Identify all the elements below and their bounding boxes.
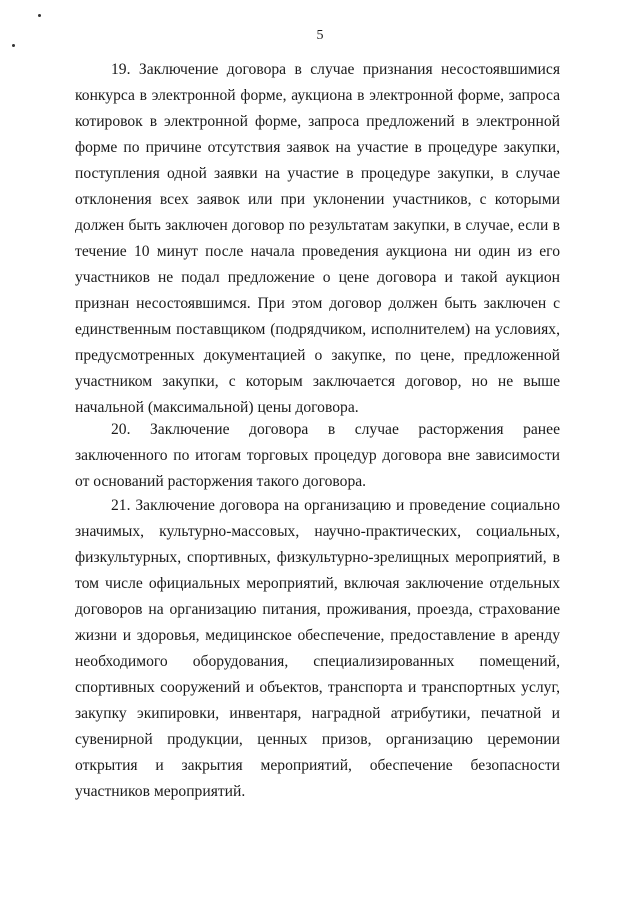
scan-speck: [12, 44, 15, 47]
clause-21: 21. Заключение договора на организацию и проведение социально значимых, культурно-массовых, научно-практических, социальных, физкультурных, спортивных, физкультурно-зрелищных мероприятий, в том числе официальных мероприятий, включая заключение отдельных договоров на организацию питания, проживания, проезда, страхование жизни и здоровья, медицинское обеспечение, предоставление в аренду необходимого оборудования, специализированных помещений, спортивных сооружений и объектов, транспорта и транспортных услуг, закупку экипировки, инвентаря, наградной атрибутики, печатной и сувенирной продукции, ценных призов, организацию церемонии открытия и закрытия мероприятий, обеспечение безопасности участников мероприятий.: [75, 497, 560, 800]
scan-speck: [38, 14, 41, 17]
clause-19: 19. Заключение договора в случае признания несостоявшимися конкурса в электронной форме, аукциона в электронной форме, запроса котировок в электронной форме, запроса предложений в электронной форме по причине отсутствия заявок на участие в процедуре закупки, поступления одной заявки на участие в процедуре закупки, в случае отклонения всех заявок или при уклонении участников, с которыми должен быть заключен договор по результатам закупки, в случае, если в течение 10 минут после начала проведения аукциона ни один из его участников не подал предложение о цене договора и такой аукцион признан несостоявшимся. При этом договор должен быть заключен с единственным поставщиком (подрядчиком, исполнителем) на условиях, предусмотренных документацией о закупке, по цене, предложенной участником закупки, с которым заключается договор, но не выше начальной (максимальной) цены договора.: [75, 61, 560, 416]
page-number: 5: [316, 28, 324, 43]
clause-20: 20. Заключение договора в случае расторжения ранее заключенного по итогам торговых процедур договора вне зависимости от оснований расторжения такого договора.: [75, 421, 560, 490]
